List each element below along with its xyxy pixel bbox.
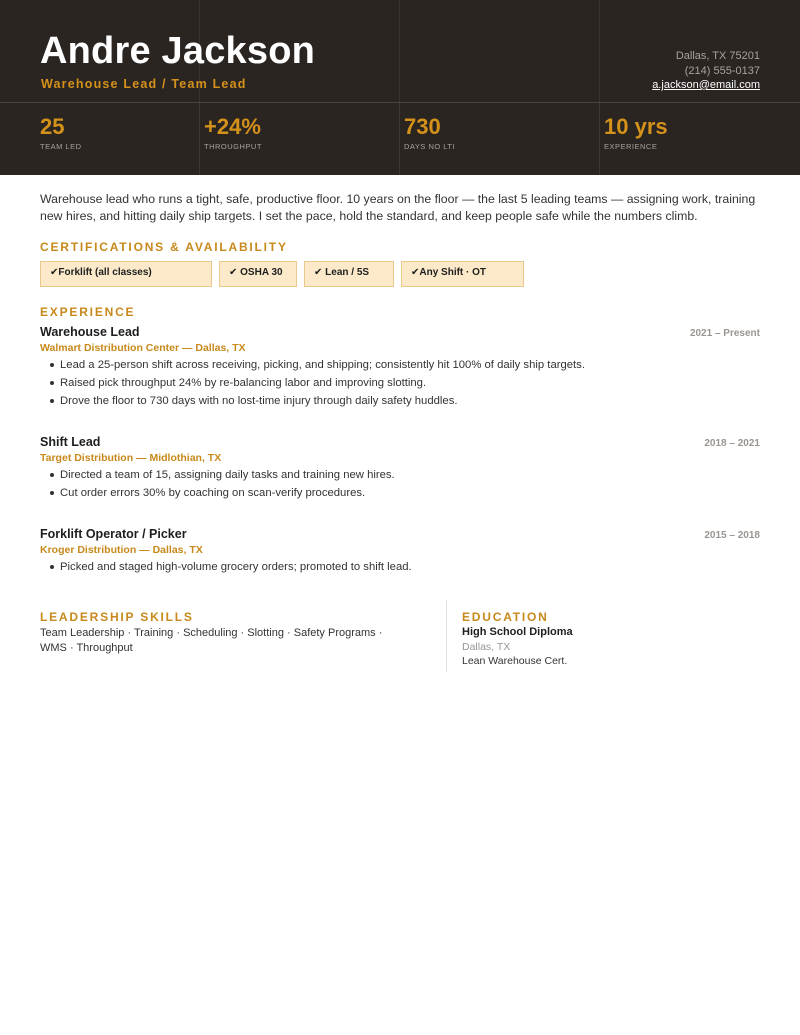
stat-label: THROUGHPUT [204, 142, 262, 151]
column-divider [446, 600, 447, 672]
header-top [0, 0, 800, 102]
summary-paragraph: Warehouse lead who runs a tight, safe, productive floor. 10 years on the floor — the last 5 leading teams — assigning work, training new hires, and hitting daily ship targets. I set the pace, hold the standard, and keep people safe while the numbers climb. [40, 192, 756, 223]
certifications-heading: CERTIFICATIONS & AVAILABILITY [40, 240, 288, 254]
candidate-role: Warehouse Lead / Team Lead [41, 77, 247, 91]
list-item: Directed a team of 15, assigning daily tasks and training new hires. [48, 466, 748, 484]
education-degree: High School Diploma [462, 626, 573, 638]
resume-header [0, 0, 800, 175]
contact-location: Dallas, TX 75201 [675, 50, 760, 62]
badge-lean: ✔ Lean / 5S [304, 261, 394, 287]
list-item: Raised pick throughput 24% by re-balancing labor and improving slotting. [48, 374, 748, 392]
job-title: Shift Lead [40, 435, 101, 449]
job-company: Kroger Distribution — Dallas, TX [40, 544, 203, 556]
stat-value: 10 yrs [604, 114, 668, 139]
job-company: Walmart Distribution Center — Dallas, TX [40, 342, 246, 354]
job-dates: 2021 – Present [689, 328, 760, 339]
skills-list: Team Leadership · Training · Scheduling · Slotting · Safety Programs · WMS · Throughput [40, 627, 383, 654]
header-grid-line [599, 0, 600, 102]
stat-divider [199, 103, 200, 175]
stat-divider [399, 103, 400, 175]
job-title: Warehouse Lead [40, 325, 140, 339]
skills-heading: LEADERSHIP SKILLS [40, 610, 194, 624]
list-item: Picked and staged high-volume grocery orders; promoted to shift lead. [48, 558, 748, 576]
stat-value: 730 [404, 114, 441, 139]
job-title: Forklift Operator / Picker [40, 527, 187, 541]
stat-label: EXPERIENCE [604, 142, 658, 151]
job-bullets [48, 466, 748, 502]
contact-block [652, 49, 760, 93]
education-heading: EDUCATION [462, 610, 549, 624]
badge-any-shift: ✔Any Shift · OT [401, 261, 524, 287]
job-company: Target Distribution — Midlothian, TX [40, 452, 222, 464]
stat-value: +24% [204, 114, 261, 139]
stat-divider [599, 103, 600, 175]
job-bullets [48, 558, 748, 576]
contact-phone: (214) 555-0137 [684, 64, 760, 77]
stat-label: TEAM LED [40, 142, 82, 151]
header-grid-line [399, 0, 400, 102]
stat-label: DAYS NO LTI [404, 142, 456, 151]
job-bullets [48, 356, 748, 410]
education-cert: Lean Warehouse Cert. [462, 655, 568, 667]
stats-bar [0, 103, 800, 175]
education-location: Dallas, TX [462, 641, 511, 653]
job-dates: 2018 – 2021 [704, 438, 760, 449]
list-item: Cut order errors 30% by coaching on scan-verify procedures. [48, 484, 748, 502]
stat-value: 25 [40, 114, 65, 139]
badge-osha: ✔ OSHA 30 [219, 261, 297, 287]
contact-email-link[interactable]: a.jackson@email.com [652, 79, 760, 91]
job-dates: 2015 – 2018 [704, 530, 760, 541]
experience-heading: EXPERIENCE [40, 305, 136, 319]
list-item: Drove the floor to 730 days with no lost-time injury through daily safety huddles. [48, 392, 748, 410]
list-item: Lead a 25-person shift across receiving, picking, and shipping; consistently hit 100% of daily ship targets. [48, 356, 748, 374]
badge-forklift: ✔Forklift (all classes) [40, 261, 212, 287]
candidate-name: Andre Jackson [40, 30, 316, 72]
